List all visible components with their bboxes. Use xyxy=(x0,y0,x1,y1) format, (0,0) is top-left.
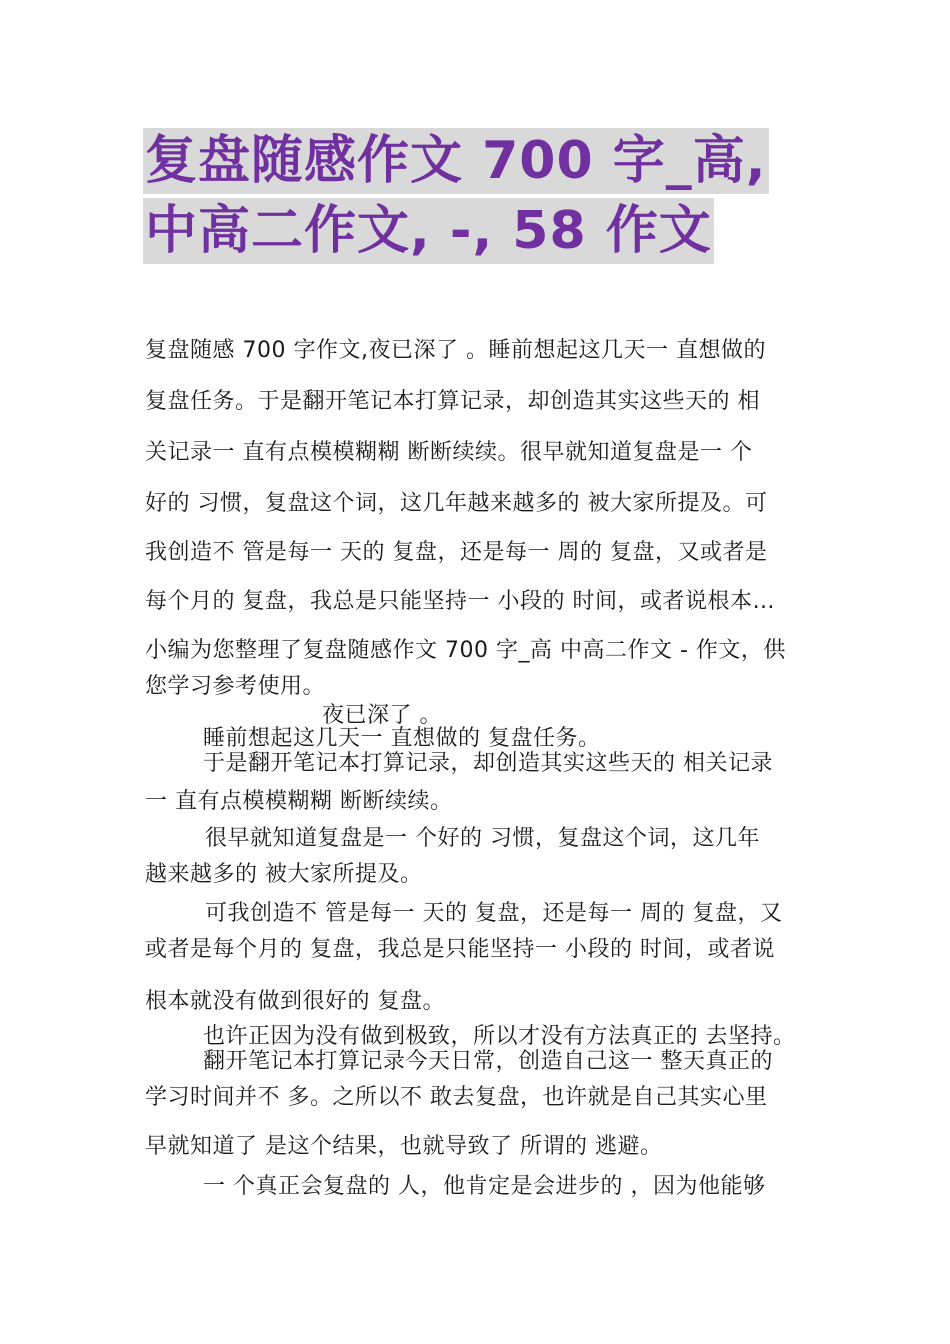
body-line: 睡前想起这几天一 直想做的 复盘任务。 xyxy=(203,726,601,751)
body-line: 学习时间并不 多。之所以不 敢去复盘，也许就是自己其实心里 xyxy=(145,1085,768,1110)
summary-line: 关记录一 直有点模模糊糊 断断续续。很早就知道复盘是一 个 xyxy=(145,440,753,465)
body-line: 根本就没有做到很好的 复盘。 xyxy=(145,989,445,1014)
title-line-2: 中高二作文, -, 58 作文 xyxy=(143,198,714,264)
body-line: 早就知道了 是这个结果，也就导致了 所谓的 逃避。 xyxy=(145,1134,663,1159)
intro-line: 小编为您整理了复盘随感作文 700 字_高 中高二作文 - 作文，供 xyxy=(145,638,786,663)
title-line-1: 复盘随感作文 700 字_高, xyxy=(143,128,769,194)
summary-line: 我创造不 管是每一 天的 复盘，还是每一 周的 复盘，又或者是 xyxy=(145,540,768,565)
body-line: 或者是每个月的 复盘，我总是只能坚持一 小段的 时间，或者说 xyxy=(145,937,775,962)
summary-line: 复盘随感 700 字作文,夜已深了 。睡前想起这几天一 直想做的 xyxy=(145,338,766,363)
body-line: 也许正因为没有做到极致，所以才没有方法真正的 去坚持。 xyxy=(203,1024,796,1049)
body-line: 可我创造不 管是每一 天的 复盘，还是每一 周的 复盘，又 xyxy=(205,901,783,926)
body-line: 一 个真正会复盘的 人，他肯定是会进步的 ，因为他能够 xyxy=(203,1174,766,1199)
body-line: 一 直有点模模糊糊 断断续续。 xyxy=(145,789,453,814)
summary-line: 每个月的 复盘，我总是只能坚持一 小段的 时间，或者说根本… xyxy=(145,589,775,614)
body-line: 于是翻开笔记本打算记录，却创造其实这些天的 相关记录 xyxy=(203,751,773,776)
body-line: 很早就知道复盘是一 个好的 习惯，复盘这个词，这几年 xyxy=(205,826,760,851)
body-line: 夜已深了 。 xyxy=(322,703,442,728)
summary-line: 复盘任务。于是翻开笔记本打算记录，却创造其实这些天的 相 xyxy=(145,389,760,414)
intro-line: 您学习参考使用。 xyxy=(145,674,326,699)
body-line: 越来越多的 被大家所提及。 xyxy=(145,862,423,887)
body-line: 翻开笔记本打算记录今天日常，创造自己这一 整天真正的 xyxy=(203,1049,773,1074)
summary-line: 好的 习惯，复盘这个词，这几年越来越多的 被大家所提及。可 xyxy=(145,491,768,516)
document-title xyxy=(143,128,823,268)
